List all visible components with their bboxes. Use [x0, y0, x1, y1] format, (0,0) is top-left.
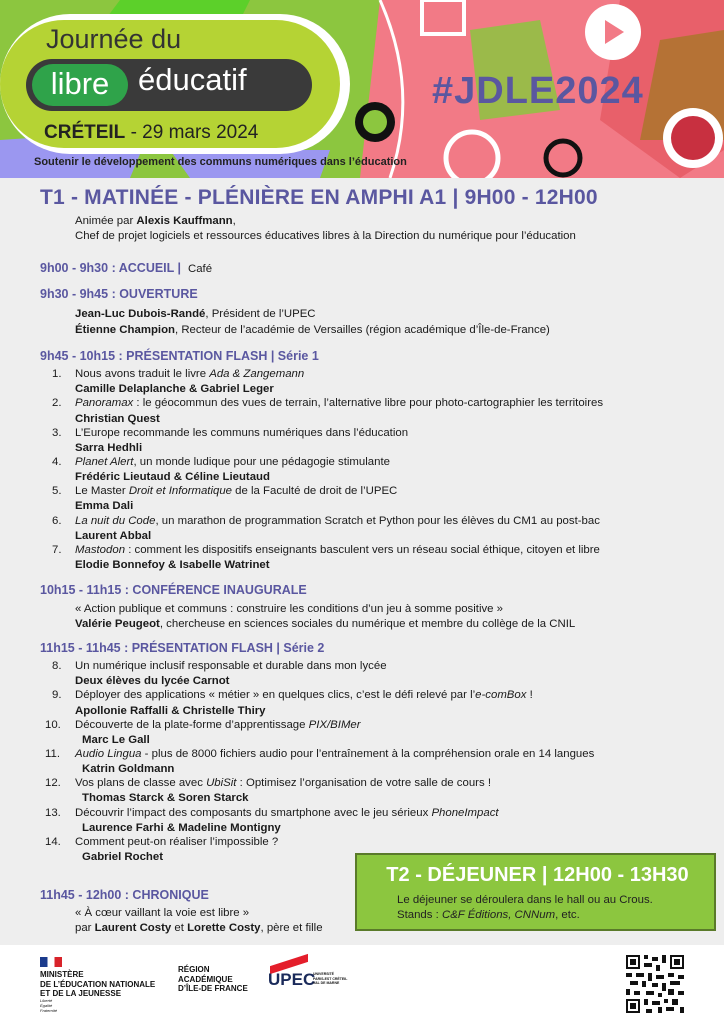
stands-etc: , etc.: [555, 909, 580, 921]
section-ouverture-title: 9h30 - 9h45 : OUVERTURE: [40, 287, 198, 301]
item-number: 3.: [52, 426, 62, 439]
host-prefix: Animée par: [75, 215, 137, 227]
speaker-role: , Président de l’UPEC: [205, 308, 316, 320]
item-title: [75, 456, 390, 468]
item-title: [75, 748, 594, 760]
program-item: [52, 396, 603, 411]
item-title: [75, 515, 600, 527]
item-title: [75, 368, 304, 380]
text-part: &: [185, 383, 201, 396]
item-title: [75, 777, 491, 789]
item-speakers: [52, 850, 163, 865]
upec-logo: UPEC: [268, 970, 316, 989]
speaker-name: Frédéric Lieutaud: [75, 471, 171, 484]
text-part: Le Master: [75, 485, 129, 498]
text-part: : comment les dispositifs enseignants basculent vers un réseau social éthique, citoyen et libre: [125, 543, 600, 556]
speaker-name: Deux élèves du lycée Carnot: [75, 675, 230, 688]
text-part: Un numérique inclusif responsable et durable dans mon lycée: [75, 660, 387, 672]
item-speakers: [52, 441, 142, 456]
item-title: [75, 660, 387, 672]
item-number: 9.: [52, 689, 62, 702]
item-number: 11.: [45, 747, 60, 760]
t1-host-role: Chef de projet logiciels et ressources éducatives libres à la Direction du numérique pour l’éducation: [75, 230, 576, 242]
program-item: [52, 514, 600, 529]
program-item: [45, 776, 491, 791]
italic-title-part: Droit et Informatique: [128, 485, 233, 498]
chronique-speakers: [75, 921, 323, 936]
speaker-role: , chercheuse en sciences sociales du numérique et membre du collège de la CNIL: [159, 618, 576, 630]
item-speakers: [52, 529, 151, 544]
speaker: [75, 307, 316, 322]
t2-description: Le déjeuner se déroulera dans le hall ou au Crous.: [397, 894, 653, 906]
speaker-list: [52, 705, 266, 717]
t1-title: T1 - MATINÉE - PLÉNIÈRE EN AMPHI A1 | 9H00 - 12H00: [40, 186, 598, 209]
by-prefix: par: [75, 922, 95, 934]
program-item: [45, 718, 361, 733]
program-item: [52, 367, 304, 382]
upec-subtitle: UNIVERSITÉ PARIS-EST CRÉTEIL VAL DE MARNE: [313, 972, 348, 985]
speaker-name: Elodie Bonnefoy: [75, 559, 165, 571]
text-part: Déployer des applications « métier » en quelques clics, c’est le défi relevé par l’: [75, 689, 476, 702]
item-number: 2.: [52, 397, 62, 410]
program-item: [52, 455, 390, 470]
italic-title-part: Mastodon: [75, 543, 126, 556]
speaker-list: [52, 734, 150, 746]
item-title: [75, 427, 408, 439]
t2-title: T2 - DÉJEUNER | 12H00 - 13H30: [386, 864, 689, 886]
speaker-list: [52, 559, 270, 571]
italic-title-part: Ada & Zangemann: [209, 368, 305, 380]
speaker-name: Madeline Montigny: [178, 821, 281, 834]
footer-logos: [0, 945, 724, 1024]
program-item: [52, 426, 408, 441]
text-part: Comment peut-on réaliser l’impossible ?: [75, 835, 279, 848]
speaker-name: Céline Lieutaud: [185, 471, 270, 484]
item-title: [75, 397, 603, 409]
speaker-list: [52, 383, 274, 395]
text-part: &: [163, 821, 179, 834]
text-part: - plus de 8000 fichiers audio pour l’entraînement à la compréhension orale en 14 langues: [141, 747, 595, 760]
ministry-logo: MINISTÈRE DE L’ÉDUCATION NATIONALE ET DE LA JEUNESSE: [40, 970, 156, 998]
italic-title-part: UbiSit: [206, 777, 237, 790]
italic-title-part: PhoneImpact: [431, 806, 499, 819]
event-tagline: Soutenir le développement des communs numériques dans l’éducation: [34, 156, 407, 168]
speaker-name: Sarra Hedhli: [75, 441, 143, 454]
item-number: 10.: [45, 718, 61, 731]
text-part: Vos plans de classe avec: [75, 777, 207, 790]
ministry-motto: Liberté Égalité Fraternité: [40, 998, 58, 1013]
section-chronique-title: 11h45 - 12h00 : CHRONIQUE: [40, 888, 209, 902]
text-part: , père et fille: [260, 922, 323, 934]
speaker-name: Marc Le Gall: [82, 733, 150, 746]
program-item: [45, 835, 278, 850]
speaker-list: [52, 500, 133, 512]
text-part: Découvrir l’impact des composants du smartphone avec le jeu sérieux: [75, 806, 432, 819]
event-title-journee: Journée du: [46, 24, 182, 54]
host-comma: ,: [232, 215, 236, 227]
text-part: , un monde ludique pour une pédagogie stimulante: [133, 455, 390, 468]
speaker-list: [52, 442, 142, 454]
conference-quote: « Action publique et communs : construire les conditions d’un jeu à somme positive »: [75, 603, 504, 615]
item-speakers: [52, 762, 174, 777]
event-title-educatif: éducatif: [138, 62, 247, 97]
speaker-name: Thomas Starck: [82, 792, 164, 805]
item-number: 6.: [52, 514, 62, 527]
text-part: L’Europe recommande les communs numériques dans l’éducation: [75, 426, 409, 439]
stands-label: Stands :: [397, 909, 442, 921]
item-title: [75, 544, 600, 556]
italic-title-part: e-comBox: [475, 689, 527, 702]
italic-title-part: PIX/BIMer: [308, 718, 361, 731]
speaker-name: Jean-Luc Dubois-Randé: [75, 308, 206, 320]
item-number: 14.: [45, 835, 61, 848]
speaker-name: Lorette Costy: [187, 922, 261, 934]
item-speakers: [52, 791, 249, 806]
item-speakers: [52, 733, 150, 748]
section-flash1-title: 9h45 - 10h15 : PRÉSENTATION FLASH | Série 1: [40, 349, 319, 363]
item-title: [75, 485, 397, 497]
header-banner: [0, 0, 724, 178]
speaker-name: Soren Starck: [178, 792, 249, 805]
text-part: et: [171, 922, 188, 934]
item-speakers: [52, 821, 281, 836]
event-location-date: [44, 122, 258, 144]
program-item: [52, 543, 600, 558]
program-item: [52, 484, 397, 499]
text-part: &: [163, 792, 179, 805]
event-hashtag: #JDLE2024: [432, 70, 644, 112]
speaker-name: Emma Dali: [75, 500, 134, 513]
section-time: 9h00 - 9h30 : ACCUEIL |: [40, 261, 182, 275]
speaker-name: Gabriel Rochet: [82, 851, 164, 863]
text-part: , un marathon de programmation Scratch et Python pour les élèves du CM1 au post-bac: [155, 514, 600, 527]
speaker-name: Laurent Costy: [94, 922, 172, 934]
french-flag-icon: [40, 957, 62, 967]
t1-host: [75, 214, 236, 229]
event-title-libre: libre: [32, 64, 128, 106]
speaker-list: [52, 530, 151, 542]
section-conference-title: 10h15 - 11h15 : CONFÉRENCE INAUGURALE: [40, 583, 307, 597]
item-number: 4.: [52, 455, 62, 468]
speaker-name: Christelle Thiry: [182, 704, 266, 717]
text-part: &: [168, 704, 183, 717]
speaker-name: Isabelle Watrinet: [179, 559, 270, 571]
item-speakers: [52, 674, 229, 689]
speaker-name: Christian Quest: [75, 412, 160, 425]
speaker-list: [52, 851, 163, 863]
italic-title-part: Planet Alert: [75, 455, 134, 468]
section-flash2-title: 11h15 - 11h45 : PRÉSENTATION FLASH | Série 2: [40, 641, 325, 655]
conference-speaker: [75, 617, 575, 632]
text-part: &: [164, 559, 180, 571]
event-date: - 29 mars 2024: [130, 122, 259, 143]
italic-title-part: Audio Lingua: [75, 747, 142, 760]
speaker-list: [52, 471, 270, 483]
italic-title-part: Panoramax: [75, 397, 134, 410]
item-speakers: [52, 704, 266, 719]
chronique-quote: « À cœur vaillant la voie est libre »: [75, 907, 250, 919]
item-number: 8.: [52, 660, 62, 672]
program-item: [52, 688, 533, 703]
item-number: 7.: [52, 543, 62, 556]
speaker-name: Apollonie Raffalli: [75, 704, 169, 717]
t2-stands: [397, 909, 580, 921]
text-part: Nous avons traduit le livre: [75, 368, 210, 380]
item-speakers: [52, 382, 274, 397]
speaker-list: [52, 792, 249, 804]
speaker-list: [52, 763, 174, 775]
qr-code[interactable]: [626, 955, 684, 1013]
item-speakers: [52, 412, 160, 427]
event-city: CRÉTEIL: [44, 122, 126, 143]
program-item: [52, 659, 387, 674]
speaker-name: Laurence Farhi: [82, 821, 164, 834]
item-title: [75, 719, 361, 731]
item-speakers: [52, 558, 270, 573]
item-number: 1.: [52, 368, 62, 380]
program-item: [45, 806, 499, 821]
italic-title-part: La nuit du Code: [75, 514, 156, 527]
speaker-name: Laurent Abbal: [75, 529, 152, 542]
text-part: de la Faculté de droit de l’UPEC: [232, 485, 398, 498]
section-note: Café: [188, 263, 213, 275]
speaker-name: Gabriel Leger: [200, 383, 274, 396]
item-number: 13.: [45, 806, 61, 819]
stands-list: C&F Éditions, CNNum: [441, 909, 556, 921]
region-logo: RÉGION ACADÉMIQUE D’ÎLE-DE FRANCE: [178, 965, 248, 993]
speaker-list: [52, 675, 229, 687]
item-number: 5.: [52, 485, 62, 498]
section-accueil: [40, 261, 212, 275]
item-speakers: [52, 470, 270, 485]
speaker: [75, 323, 550, 338]
item-speakers: [52, 499, 133, 514]
speaker-name: Étienne Champion: [75, 324, 175, 336]
speaker-name: Katrin Goldmann: [82, 763, 175, 776]
speaker-role: , Recteur de l’académie de Versailles (région académique d’Île-de-France): [175, 324, 550, 336]
text-part: &: [170, 471, 186, 484]
text-part: Découverte de la plate-forme d’apprentissage: [75, 718, 309, 731]
t2-lunch-box: [355, 853, 716, 931]
speaker-name: Valérie Peugeot: [75, 618, 160, 630]
host-name: Alexis Kauffmann: [136, 215, 233, 227]
item-number: 12.: [45, 777, 61, 790]
item-title: [75, 689, 533, 701]
item-title: [75, 836, 278, 848]
speaker-list: [52, 413, 160, 425]
item-title: [75, 807, 499, 819]
text-part: : le géocommun des vues de terrain, l’alternative libre pour photo-cartographier les territoires: [133, 397, 604, 410]
speaker-list: [52, 822, 281, 834]
speaker-name: Camille Delaplanche: [75, 383, 186, 396]
text-part: !: [526, 689, 533, 702]
text-part: : Optimisez l’organisation de votre salle de cours !: [236, 777, 491, 790]
program-item: [45, 747, 594, 762]
